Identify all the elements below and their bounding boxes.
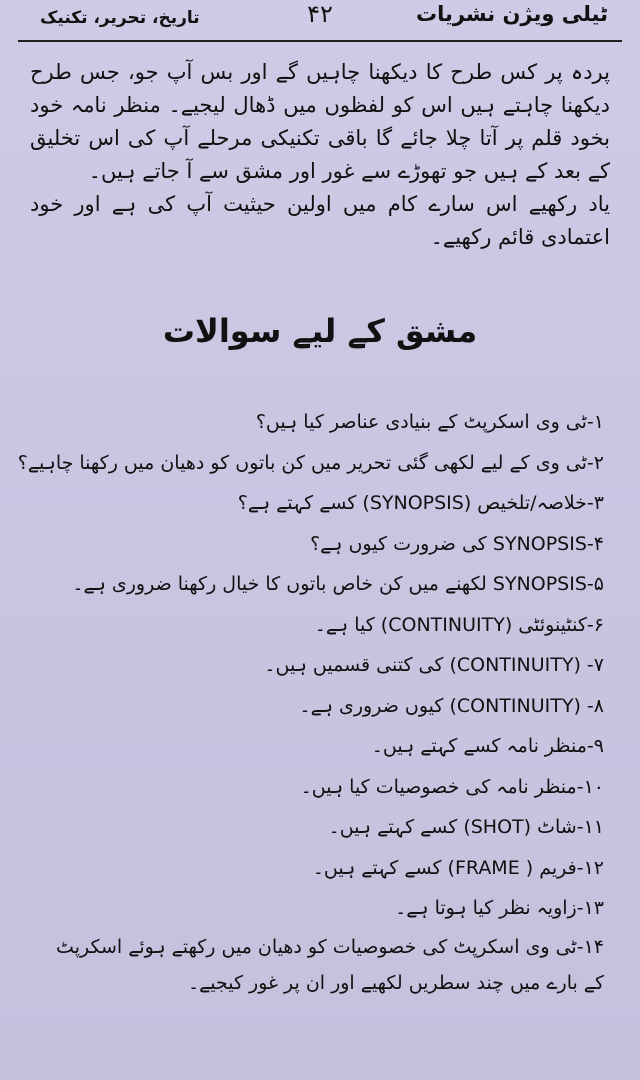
question-item: ۲-ٹی وی کے لیے لکھی گئی تحریر میں کن باتوں کو دھیان میں رکھنا چاہیے؟: [17, 451, 604, 474]
question-item: ۴-SYNOPSIS کی ضرورت کیوں ہے؟: [310, 532, 604, 555]
intro-note: یاد رکھیے اس سارے کام میں اولین حیثیت آپ کی ہے اور خود اعتمادی قائم رکھیے۔: [30, 192, 610, 249]
page-number: ۴۲: [307, 0, 333, 28]
intro-paragraph: پردہ پر کس طرح کا دیکھنا چاہیں گے اور بس آپ جو، جس طرح دیکھنا چاہتے ہیں اس کو لفظوں میں ڈھال لیجیے۔ منظر نامہ خود بخود قلم پر آتا چلا جائے گا باقی تکنیکی مرحلے آپ کی اس تخلیق کے بعد کے ہیں جو تھوڑے سے غور اور مشق سے آ جاتے ہیں۔: [30, 60, 610, 183]
question-item: ۱۳-زاویہ نظر کیا ہوتا ہے۔: [395, 897, 604, 919]
question-item: ۱-ٹی وی اسکرپٹ کے بنیادی عناصر کیا ہیں؟: [255, 411, 604, 433]
question-list: [17, 402, 604, 1001]
question-item: ۳-خلاصہ/تلخیص (SYNOPSIS) کسے کہتے ہے؟: [237, 492, 604, 514]
chapter-title: تاریخ، تحریر، تکنیک: [40, 8, 200, 28]
question-item: ۶-کنٹینوئٹی (CONTINUITY) کیا ہے۔: [314, 613, 604, 636]
question-item: ۱۱-شاٹ (SHOT) کسے کہتے ہیں۔: [328, 816, 604, 838]
running-header: [18, 2, 622, 40]
section-heading: مشق کے لیے سوالات: [162, 312, 478, 350]
intro-text: [30, 56, 610, 254]
header-divider: [18, 40, 622, 42]
question-item: ۱۰-منظر نامہ کی خصوصیات کیا ہیں۔: [300, 775, 604, 798]
question-item: ۵-SYNOPSIS لکھنے میں کن خاص باتوں کا خیال رکھنا ضروری ہے۔: [72, 573, 604, 595]
question-item: ۱۲-فریم ( FRAME) کسے کہتے ہیں۔: [312, 856, 604, 879]
question-item: ۹-منظر نامہ کسے کہتے ہیں۔: [371, 735, 604, 757]
question-item: ۸- (CONTINUITY) کیوں ضروری ہے۔: [299, 694, 604, 717]
book-title: ٹیلی ویژن نشریات: [415, 2, 608, 26]
question-item: ۱۴-ٹی وی اسکرپٹ کی خصوصیات کو دھیان میں رکھتے ہوئے اسکرپٹ کے بارے میں چند سطریں لکھیے اور ان پر غور کیجیے۔: [56, 935, 604, 994]
question-item: ۷- (CONTINUITY) کی کتنی قسمیں ہیں۔: [264, 654, 604, 676]
